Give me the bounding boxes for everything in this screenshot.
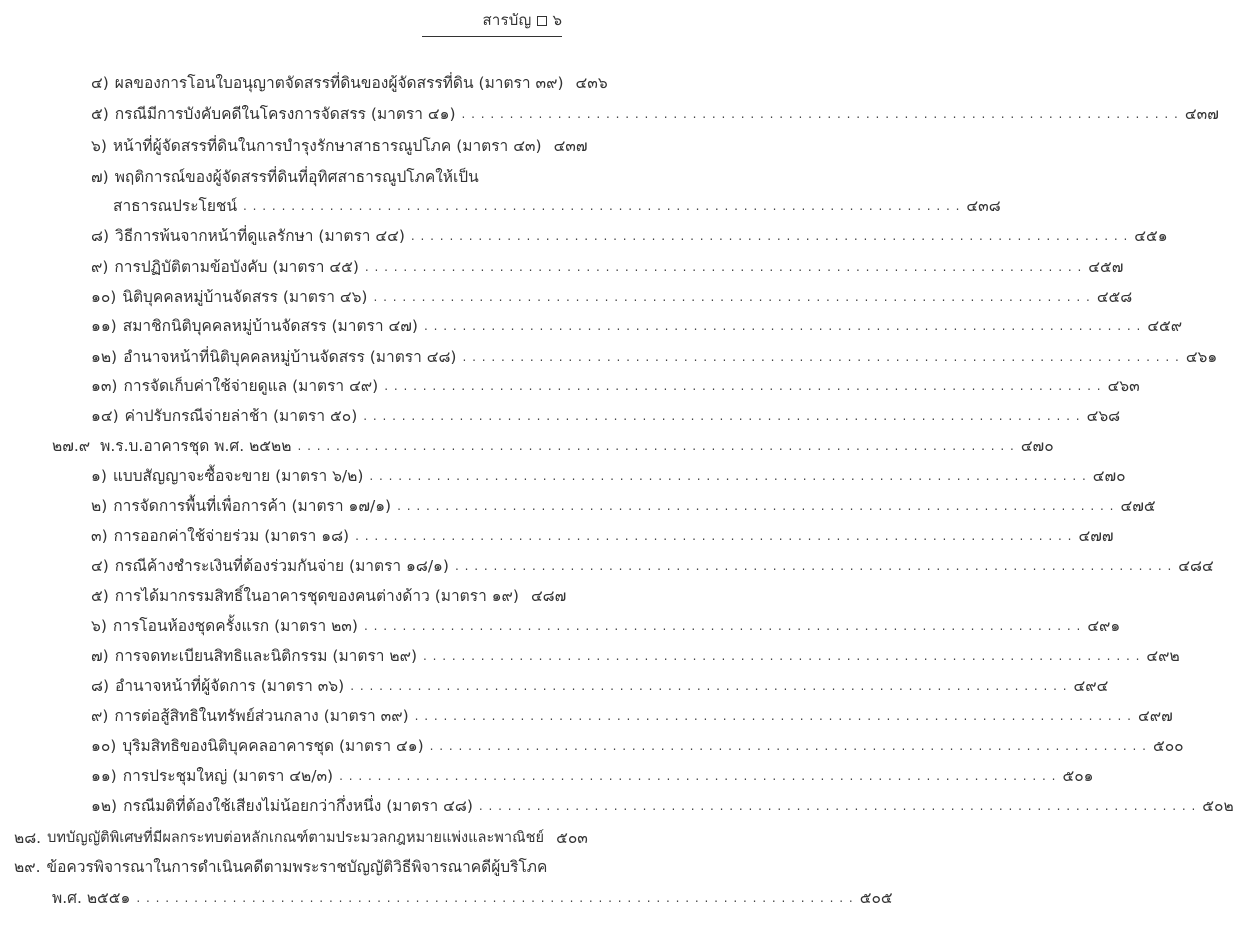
entry-title: การจดทะเบียนสิทธิและนิติกรรม (มาตรา ๒๙) — [114, 647, 418, 665]
entry-title: บุริมสิทธิของนิติบุคคลอาคารชุด (มาตรา ๔๑) — [122, 737, 424, 755]
leader-dots: . . . . . . . . . . . . . . . . . . . . . . . . . . . . . . . . . . . . . . . . . . . . . . . . . . . . . . . . . . . . . . . . . . . . . . . . . . . — [364, 260, 1083, 274]
toc-entry — [0, 704, 1173, 728]
toc-entry — [0, 826, 588, 850]
leader-dots: . . . . . . . . . . . . . . . . . . . . . . . . . . . . . . . . . . . . . . . . . . . . . . . . . . . . . . . . . . . . . . . . . . . . . . . . . . . — [423, 649, 1141, 663]
entry-page: ๔๖๘ — [1086, 407, 1121, 425]
toc-entry — [0, 374, 1140, 398]
leader-dots: . . . . . . . . . . . . . . . . . . . . . . . . . . . . . . . . . . . . . . . . . . . . . . . . . . . . . . . . . . . . . . . . . . . . . . . . . . . — [350, 679, 1068, 693]
toc-entry — [0, 494, 1156, 518]
leader-dots: . . . . . . . . . . . . . . . . . . . . . . . . . . . . . . . . . . . . . . . . . . . . . . . . . . . . . . . . . . . . . . . . . . . . . . . . . . . — [243, 199, 961, 213]
entry-title: นิติบุคคลหมู่บ้านจัดสรร (มาตรา ๔๖) — [122, 288, 368, 306]
entry-page: ๔๘๔ — [1178, 557, 1214, 575]
entry-title: การปฏิบัติตามข้อบังคับ (มาตรา ๔๕) — [114, 258, 359, 276]
entry-title: วิธีการพ้นจากหน้าที่ดูแลรักษา (มาตรา ๔๔) — [115, 227, 405, 245]
toc-entry — [0, 314, 1183, 338]
entry-page: ๔๙๑ — [1087, 617, 1121, 635]
entry-page: ๔๙๗ — [1138, 707, 1173, 725]
entry-title: ผลของการโอนใบอนุญาตจัดสรรที่ดินของผู้จัดสรรที่ดิน (มาตรา ๓๙) — [114, 74, 564, 92]
leader-dots: . . . . . . . . . . . . . . . . . . . . . . . . . . . . . . . . . . . . . . . . . . . . . . . . . . . . . . . . . . . . . . . . . . . . . . . . . . . — [461, 107, 1179, 121]
entry-title: อำนาจหน้าที่ผู้จัดการ (มาตรา ๓๖) — [115, 677, 345, 695]
entry-number: ๓) — [91, 527, 108, 545]
header-page-number: ๖ — [552, 11, 562, 29]
leader-dots: . . . . . . . . . . . . . . . . . . . . . . . . . . . . . . . . . . . . . . . . . . . . . . . . . . . . . . . . . . . . . . . . . . . . . . . . . . . — [136, 891, 854, 905]
entry-title: การจัดการพื้นที่เพื่อการค้า (มาตรา ๑๗/๑) — [113, 497, 392, 515]
entry-number: ๒) — [91, 497, 108, 515]
entry-number: ๒๗.๙ — [52, 437, 91, 455]
entry-title: การได้มากรรมสิทธิ์ในอาคารชุดของคนต่างด้าว (มาตรา ๑๙) — [114, 587, 519, 605]
toc-entry — [0, 224, 1168, 248]
leader-dots: . . . . . . . . . . . . . . . . . . . . . . . . . . . . . . . . . . . . . . . . . . . . . . . . . . . . . . . . . . . . . . . . . . . . . . . . . . . — [363, 619, 1082, 633]
entry-page: ๔๕๑ — [1134, 227, 1168, 245]
leader-dots: . . . . . . . . . . . . . . . . . . . . . . . . . . . . . . . . . . . . . . . . . . . . . . . . . . . . . . . . . . . . . . . . . . . . . . . . . . . — [462, 350, 1180, 364]
entry-number: ๑๐) — [91, 288, 117, 306]
toc-entry — [0, 674, 1109, 698]
toc-entry — [0, 255, 1124, 279]
entry-number: ๑๔) — [91, 407, 119, 425]
toc-entry — [0, 285, 1133, 309]
entry-title: การโอนห้องชุดครั้งแรก (มาตรา ๒๓) — [112, 617, 358, 635]
toc-entry — [0, 524, 1114, 548]
entry-page: ๔๗๐ — [1092, 467, 1126, 485]
entry-title: พ.ศ. ๒๕๕๑ — [52, 889, 131, 907]
entry-page: ๔๓๖ — [575, 74, 608, 92]
entry-number: ๗) — [91, 647, 109, 665]
entry-page: ๔๙๔ — [1073, 677, 1109, 695]
entry-title: กรณีค้างชำระเงินที่ต้องร่วมกันจ่าย (มาตรา ๑๘/๑) — [114, 557, 449, 575]
entry-title: กรณีมติที่ต้องใช้เสียงไม่น้อยกว่ากึ่งหนึ่ง (มาตรา ๔๘) — [123, 797, 473, 815]
entry-title: การออกค่าใช้จ่ายร่วม (มาตรา ๑๘) — [113, 527, 350, 545]
entry-title: ค่าปรับกรณีจ่ายล่าช้า (มาตรา ๕๐) — [124, 407, 358, 425]
entry-page: ๔๕๗ — [1088, 258, 1124, 276]
entry-title: ข้อควรพิจารณาในการดำเนินคดีตามพระราชบัญญัติวิธีพิจารณาคดีผู้บริโภค — [46, 858, 548, 876]
toc-entry — [0, 102, 1219, 126]
entry-page: ๔๖๑ — [1185, 348, 1218, 366]
entry-number: ๘) — [91, 227, 110, 245]
entry-title: บทบัญญัติพิเศษที่มีผลกระทบต่อหลักเกณฑ์ตามประมวลกฎหมายแพ่งและพาณิชย์ — [47, 829, 545, 846]
entry-number: ๑) — [91, 467, 107, 485]
entry-number: ๑๒) — [91, 797, 118, 815]
toc-entry — [0, 644, 1180, 668]
toc-entry — [0, 764, 1094, 788]
toc-entry — [0, 855, 562, 879]
entry-number: ๑๑) — [91, 767, 117, 785]
entry-number: ๕) — [91, 105, 109, 123]
entry-page: ๔๕๙ — [1147, 317, 1183, 335]
leader-dots: . . . . . . . . . . . . . . . . . . . . . . . . . . . . . . . . . . . . . . . . . . . . . . . . . . . . . . . . . . . . . . . . . . . . . . . . . . . — [397, 499, 1115, 513]
entry-page: ๔๙๒ — [1146, 647, 1180, 665]
toc-entry — [0, 165, 562, 189]
entry-number: ๑๐) — [91, 737, 117, 755]
entry-number: ๑๓) — [91, 377, 118, 395]
toc-entry — [0, 614, 1121, 638]
entry-number: ๒๘. — [14, 829, 42, 847]
running-header — [422, 8, 562, 37]
entry-number: ๖) — [91, 617, 107, 635]
entry-title: สมาชิกนิติบุคคลหมู่บ้านจัดสรร (มาตรา ๔๗) — [122, 317, 418, 335]
entry-title: การจัดเก็บค่าใช้จ่ายดูแล (มาตรา ๔๙) — [123, 377, 379, 395]
toc-entry — [0, 464, 1126, 488]
entry-page: ๔๖๓ — [1107, 377, 1140, 395]
leader-dots: . . . . . . . . . . . . . . . . . . . . . . . . . . . . . . . . . . . . . . . . . . . . . . . . . . . . . . . . . . . . . . . . . . . . . . . . . . . — [384, 379, 1102, 393]
entry-number: ๑๑) — [91, 317, 117, 335]
entry-page: ๔๗๗ — [1078, 527, 1114, 545]
toc-entry — [0, 886, 893, 910]
entry-page: ๔๗๐ — [1020, 437, 1054, 455]
leader-dots: . . . . . . . . . . . . . . . . . . . . . . . . . . . . . . . . . . . . . . . . . . . . . . . . . . . . . . . . . . . . . . . . . . . . . . . . . . . — [478, 799, 1197, 813]
leader-dots: . . . . . . . . . . . . . . . . . . . . . . . . . . . . . . . . . . . . . . . . . . . . . . . . . . . . . . . . . . . . . . . . . . . . . . . . . . . — [297, 439, 1015, 453]
entry-page: ๕๐๒ — [1202, 797, 1234, 815]
entry-page: ๔๓๗ — [553, 137, 588, 155]
leader-dots: . . . . . . . . . . . . . . . . . . . . . . . . . . . . . . . . . . . . . . . . . . . . . . . . . . . . . . . . . . . . . . . . . . . . . . . . . . . — [423, 319, 1142, 333]
leader-dots: . . . . . . . . . . . . . . . . . . . . . . . . . . . . . . . . . . . . . . . . . . . . . . . . . . . . . . . . . . . . . . . . . . . . . . . . . . . — [429, 739, 1147, 753]
toc-entry — [0, 71, 608, 95]
entry-title: การต่อสู้สิทธิในทรัพย์ส่วนกลาง (มาตรา ๓๙) — [114, 707, 409, 725]
entry-title: พฤติการณ์ของผู้จัดสรรที่ดินที่อุทิศสาธารณูปโภคให้เป็น — [114, 168, 479, 186]
leader-dots: . . . . . . . . . . . . . . . . . . . . . . . . . . . . . . . . . . . . . . . . . . . . . . . . . . . . . . . . . . . . . . . . . . . . . . . . . . . — [339, 769, 1057, 783]
entry-number: ๑๒) — [91, 348, 118, 366]
leader-dots: . . . . . . . . . . . . . . . . . . . . . . . . . . . . . . . . . . . . . . . . . . . . . . . . . . . . . . . . . . . . . . . . . . . . . . . . . . . — [363, 409, 1081, 423]
entry-page: ๔๓๘ — [966, 197, 1001, 215]
toc-entry — [0, 554, 1214, 578]
leader-dots: . . . . . . . . . . . . . . . . . . . . . . . . . . . . . . . . . . . . . . . . . . . . . . . . . . . . . . . . . . . . . . . . . . . . . . . . . . . — [414, 709, 1132, 723]
entry-page: ๕๐๓ — [556, 829, 588, 847]
entry-title: สาธารณประโยชน์ — [113, 197, 238, 215]
entry-number: ๙) — [91, 258, 109, 276]
entry-number: ๖) — [91, 137, 107, 155]
entry-page: ๔๓๗ — [1184, 105, 1219, 123]
entry-number: ๔) — [91, 557, 109, 575]
toc-entry — [0, 404, 1121, 428]
entry-number: ๗) — [91, 168, 109, 186]
entry-title: หน้าที่ผู้จัดสรรที่ดินในการบำรุงรักษาสาธารณูปโภค (มาตรา ๔๓) — [112, 137, 542, 155]
entry-page: ๔๗๕ — [1120, 497, 1156, 515]
entry-number: ๕) — [91, 587, 109, 605]
entry-number: ๙) — [91, 707, 109, 725]
entry-number: ๒๙. — [14, 858, 41, 876]
square-bullet-icon — [537, 16, 547, 26]
entry-title: พ.ร.บ.อาคารชุด พ.ศ. ๒๕๒๒ — [100, 437, 292, 455]
toc-entry — [0, 345, 1218, 369]
entry-page: ๕๐๐ — [1152, 737, 1184, 755]
toc-entry — [0, 134, 588, 158]
toc-entry — [0, 434, 1054, 458]
leader-dots: . . . . . . . . . . . . . . . . . . . . . . . . . . . . . . . . . . . . . . . . . . . . . . . . . . . . . . . . . . . . . . . . . . . . . . . . . . . — [454, 559, 1173, 573]
leader-dots: . . . . . . . . . . . . . . . . . . . . . . . . . . . . . . . . . . . . . . . . . . . . . . . . . . . . . . . . . . . . . . . . . . . . . . . . . . . — [410, 229, 1129, 243]
toc-entry — [0, 734, 1184, 758]
entry-title: การประชุมใหญ่ (มาตรา ๔๒/๓) — [122, 767, 334, 785]
toc-entry — [0, 794, 1234, 818]
toc-entry — [0, 194, 1001, 218]
toc-entry — [0, 584, 567, 608]
entry-title: กรณีมีการบังคับคดีในโครงการจัดสรร (มาตรา ๔๑) — [114, 105, 456, 123]
entry-page: ๔๘๗ — [530, 587, 567, 605]
leader-dots: . . . . . . . . . . . . . . . . . . . . . . . . . . . . . . . . . . . . . . . . . . . . . . . . . . . . . . . . . . . . . . . . . . . . . . . . . . . — [369, 469, 1087, 483]
leader-dots: . . . . . . . . . . . . . . . . . . . . . . . . . . . . . . . . . . . . . . . . . . . . . . . . . . . . . . . . . . . . . . . . . . . . . . . . . . . — [373, 290, 1091, 304]
entry-page: ๕๐๕ — [859, 889, 893, 907]
header-title: สารบัญ — [482, 11, 532, 29]
leader-dots: . . . . . . . . . . . . . . . . . . . . . . . . . . . . . . . . . . . . . . . . . . . . . . . . . . . . . . . . . . . . . . . . . . . . . . . . . . . — [355, 529, 1073, 543]
entry-number: ๘) — [91, 677, 110, 695]
entry-number: ๔) — [91, 74, 109, 92]
entry-page: ๕๐๑ — [1062, 767, 1094, 785]
entry-title: แบบสัญญาจะซื้อจะขาย (มาตรา ๖/๒) — [112, 467, 364, 485]
entry-title: อำนาจหน้าที่นิติบุคคลหมู่บ้านจัดสรร (มาตรา ๔๘) — [123, 348, 457, 366]
entry-page: ๔๕๘ — [1096, 288, 1133, 306]
